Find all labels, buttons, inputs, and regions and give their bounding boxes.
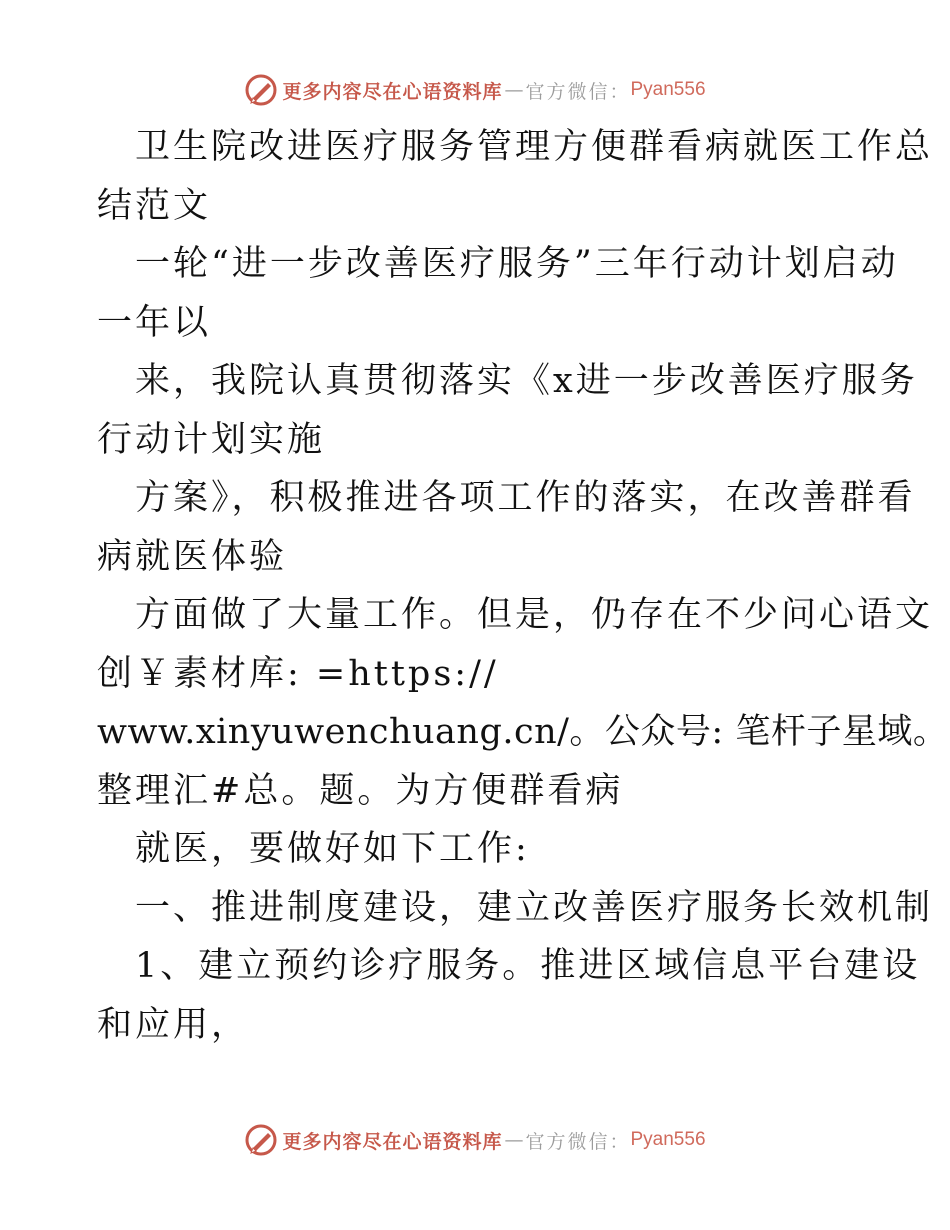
footer-watermark <box>0 1120 950 1160</box>
banner-dash: — <box>504 1129 524 1151</box>
url-line: www.xinyuwenchuang.cn/。公众号: 笔杆子星域。 <box>97 712 949 752</box>
banner-id: Pyan556 <box>630 1129 706 1150</box>
document-body <box>97 118 949 1054</box>
paragraph-line: 病就医体验 <box>97 536 288 577</box>
banner-label: 官方微信： <box>525 1130 631 1153</box>
banner-dash: — <box>504 79 524 101</box>
title-line-2: 结范文 <box>97 185 212 226</box>
paragraph-line: 1、建立预约诊疗服务。推进区域信息平台建设 <box>135 946 921 986</box>
paragraph-line: 和应用， <box>97 1004 250 1045</box>
paragraph-line: 整理汇#总。题。为方便群看病 <box>97 770 624 811</box>
section-heading: 一、推进制度建设，建立改善医疗服务长效机制 <box>135 887 934 928</box>
paragraph-line: 一轮“进一步改善医疗服务”三年行动计划启动 <box>135 244 899 284</box>
pen-logo-icon <box>244 73 278 107</box>
banner-text: 更多内容尽在心语资料库 <box>282 80 503 103</box>
paragraph-line: 方面做了大量工作。但是，仍存在不少问心语文 <box>135 595 934 635</box>
paragraph-line: 来，我院认真贯彻落实《x进一步改善医疗服务 <box>135 361 918 401</box>
paragraph-line: 创￥素材库: =https:// <box>97 653 499 694</box>
banner-text: 更多内容尽在心语资料库 <box>282 1130 503 1153</box>
paragraph-line: 一年以 <box>97 302 212 343</box>
pen-logo-icon <box>244 1123 278 1157</box>
paragraph-line: 行动计划实施 <box>97 419 326 460</box>
title-line-1: 卫生院改进医疗服务管理方便群看病就医工作总 <box>135 127 934 167</box>
banner-label: 官方微信： <box>525 80 631 103</box>
paragraph-line: 方案》，积极推进各项工作的落实，在改善群看 <box>135 478 916 518</box>
banner-id: Pyan556 <box>630 79 706 100</box>
paragraph-line: 就医，要做好如下工作: <box>135 829 530 869</box>
header-watermark <box>0 70 950 110</box>
